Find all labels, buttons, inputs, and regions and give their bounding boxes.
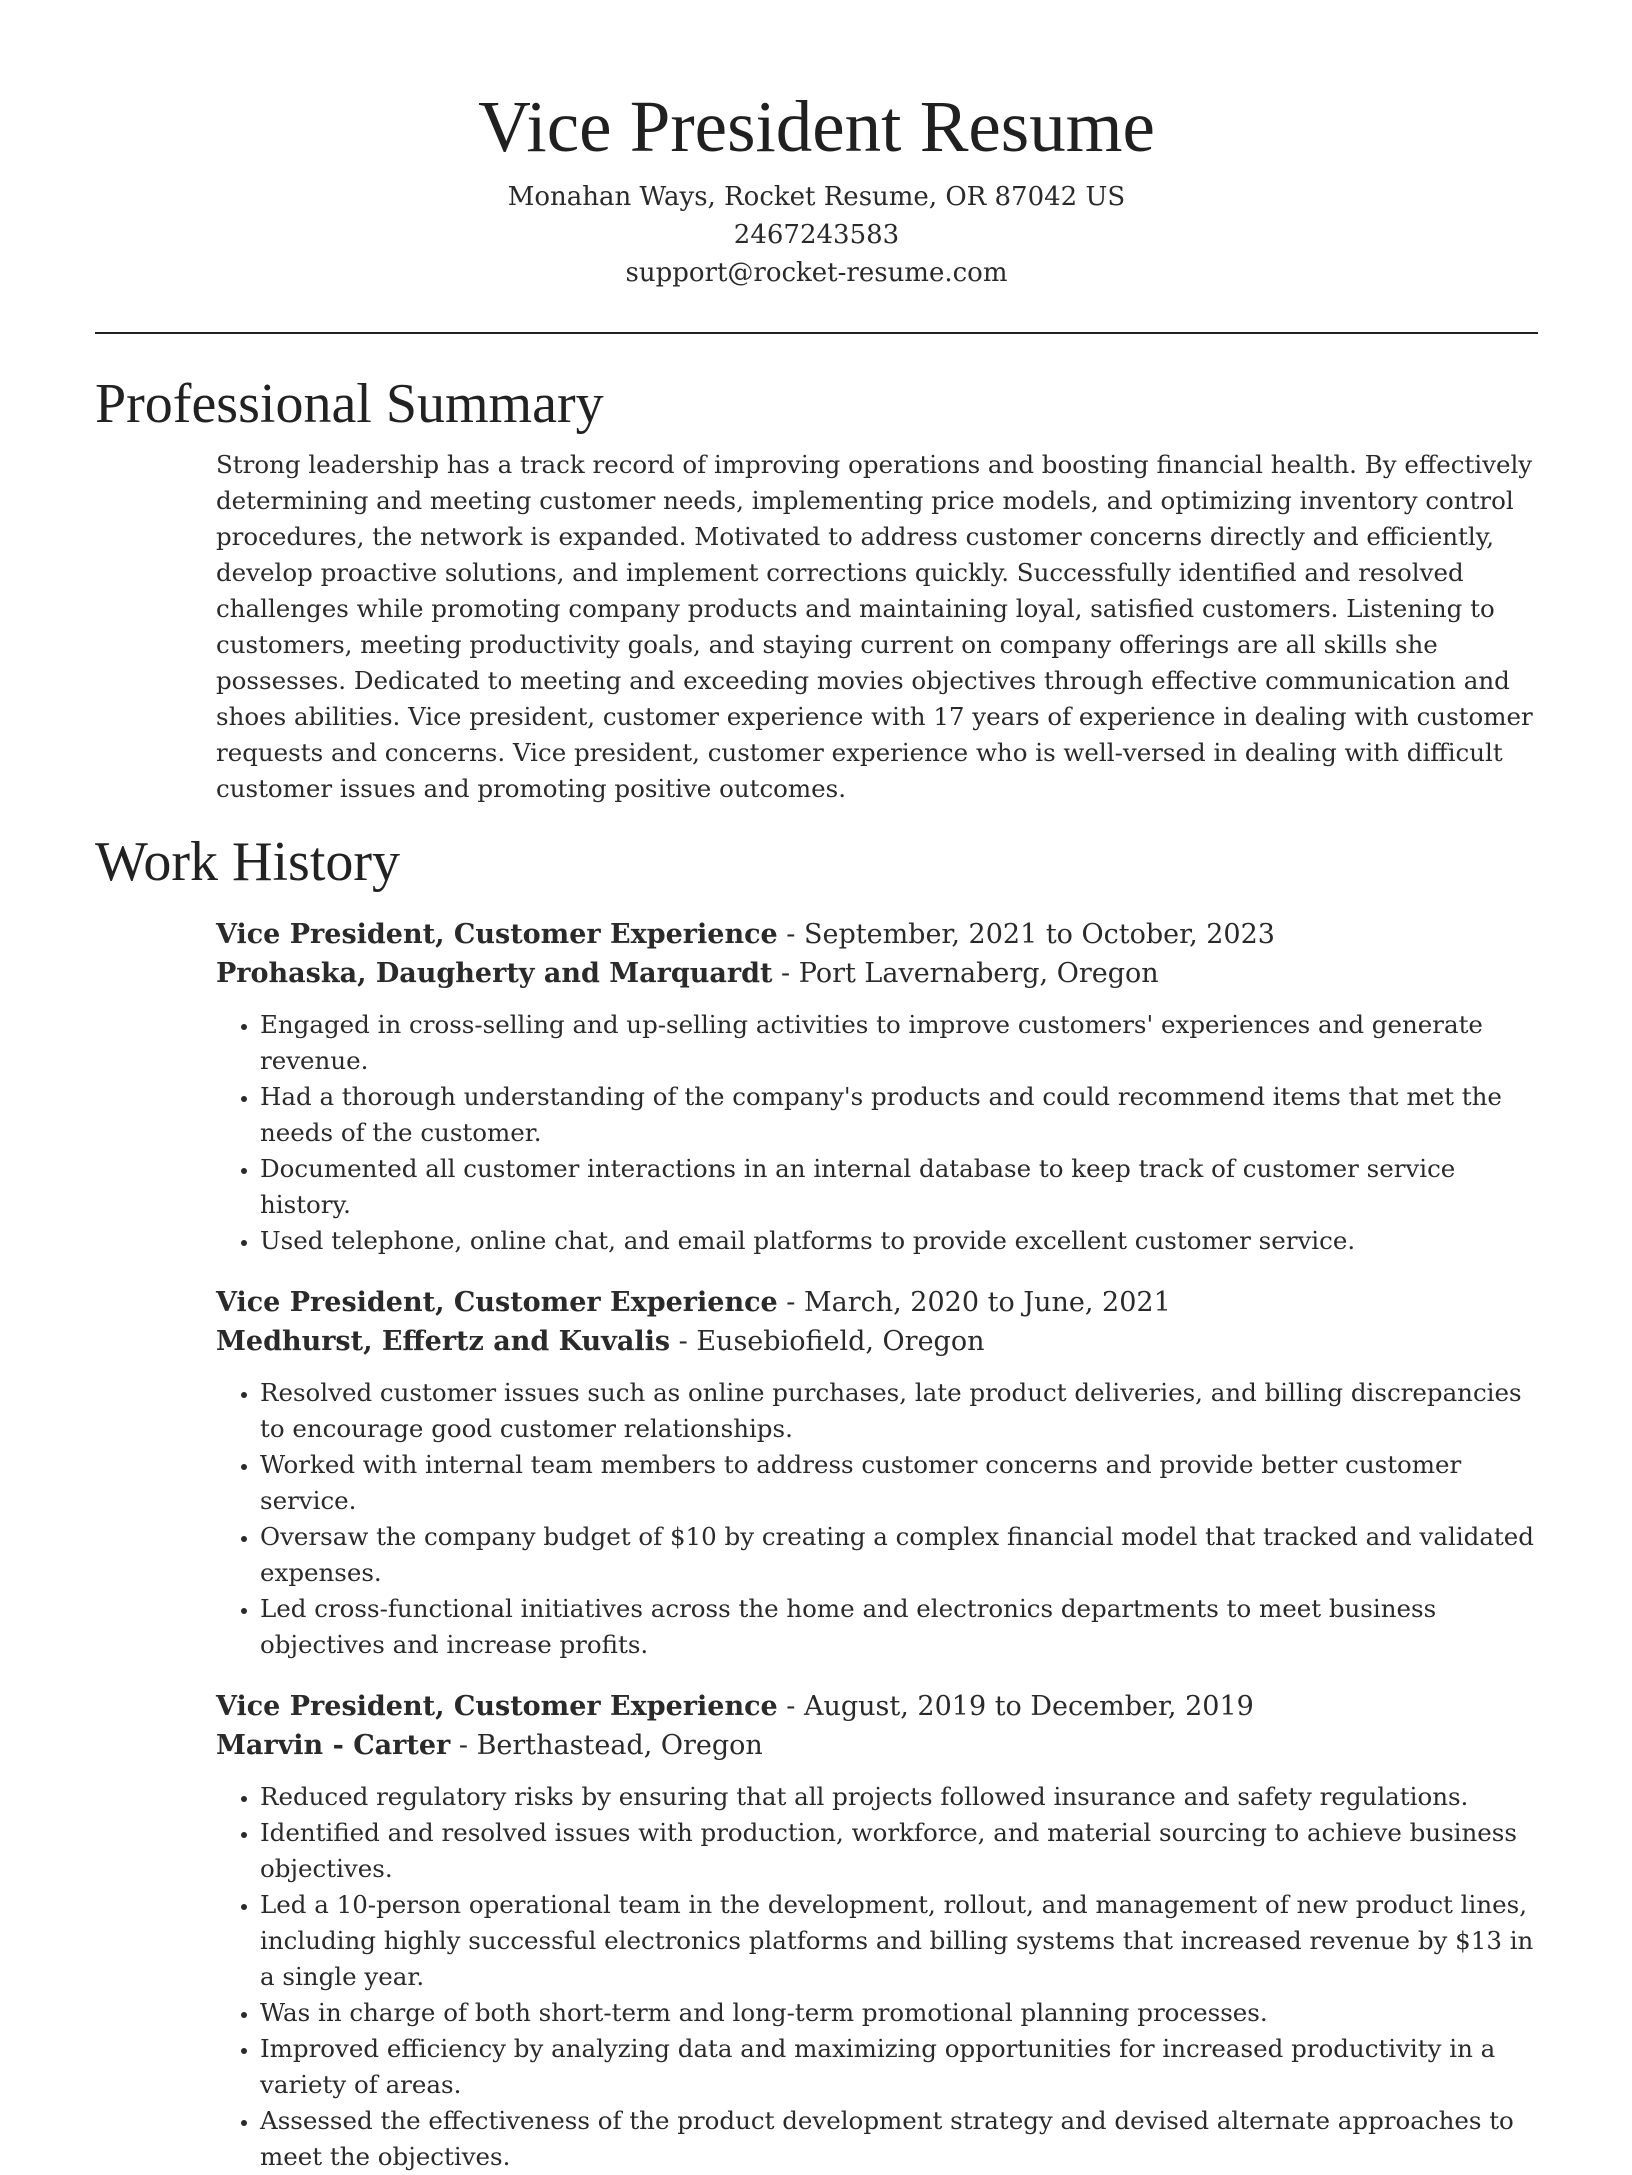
job-company-line (216, 954, 1538, 993)
job-entry (216, 915, 1538, 1259)
job-bullet: • Had a thorough understanding of the company's products and could recommend items that met the needs of the customer. (260, 1079, 1538, 1151)
job-bullet: • Was in charge of both short-term and long-term promotional planning processes. (260, 1995, 1538, 2031)
job-location: - Port Lavernaberg, Oregon (772, 958, 1159, 989)
job-title-line (216, 1283, 1538, 1322)
job-bullet: • Resolved customer issues such as online purchases, late product deliveries, and billing discrepancies to encourage good customer relationships. (260, 1375, 1538, 1447)
job-entry (216, 1283, 1538, 1663)
job-company: Marvin - Carter (216, 1730, 451, 1761)
job-bullet: • Documented all customer interactions in an internal database to keep track of customer service history. (260, 1151, 1538, 1223)
job-entry (216, 1687, 1538, 2175)
contact-email: support@rocket-resume.com (625, 258, 1008, 288)
job-company: Medhurst, Effertz and Kuvalis (216, 1326, 671, 1357)
job-bullet: • Assessed the effectiveness of the product development strategy and devised alternate approaches to meet the objectives. (260, 2103, 1538, 2175)
job-title: Vice President, Customer Experience (216, 1691, 778, 1722)
job-company-line (216, 1322, 1538, 1361)
job-bullet: • Led a 10-person operational team in the development, rollout, and management of new product lines, including highly successful electronics platforms and billing systems that increased revenue by $13 in a single year. (260, 1887, 1538, 1995)
contact-address: Monahan Ways, Rocket Resume, OR 87042 US (507, 182, 1126, 212)
contact-block (95, 178, 1538, 292)
job-bullet: • Led cross-functional initiatives across the home and electronics departments to meet business objectives and increase profits. (260, 1591, 1538, 1663)
job-bullet: • Improved efficiency by analyzing data and maximizing opportunities for increased productivity in a variety of areas. (260, 2031, 1538, 2103)
job-bullet: • Identified and resolved issues with production, workforce, and material sourcing to achieve business objectives. (260, 1815, 1538, 1887)
contact-phone: 2467243583 (733, 220, 900, 250)
job-title-line (216, 1687, 1538, 1726)
job-title-line (216, 915, 1538, 954)
header-divider (95, 332, 1538, 334)
job-dates: - August, 2019 to December, 2019 (777, 1691, 1254, 1722)
resume-page (95, 0, 1538, 2175)
job-bullet: • Oversaw the company budget of $10 by creating a complex financial model that tracked and validated expenses. (260, 1519, 1538, 1591)
job-bullets (216, 1007, 1538, 1259)
job-title: Vice President, Customer Experience (216, 1287, 778, 1318)
resume-title: Vice President Resume (478, 86, 1155, 167)
job-company-line (216, 1726, 1538, 1765)
work-history-heading: Work History (95, 831, 401, 893)
summary-text: Strong leadership has a track record of improving operations and boosting financial health. By effectively determining and meeting customer needs, implementing price models, and optimizing inventory control procedures, the network is expanded. Motivated to address customer concerns directly and efficiently, develop proactive solutions, and implement corrections quickly. Successfully identified and resolved challenges while promoting company products and maintaining loyal, satisfied customers. Listening to customers, meeting productivity goals, and staying current on company offerings are all skills she possesses. Dedicated to meeting and exceeding movies objectives through effective communication and shoes abilities. Vice president, customer experience with 17 years of experience in dealing with customer requests and concerns. Vice president, customer experience who is well-versed in dealing with difficult customer issues and promoting positive outcomes. (216, 450, 1533, 803)
job-title: Vice President, Customer Experience (216, 919, 778, 950)
job-bullet: • Engaged in cross-selling and up-selling activities to improve customers' experiences and generate revenue. (260, 1007, 1538, 1079)
job-location: - Eusebiofield, Oregon (670, 1326, 985, 1357)
job-company: Prohaska, Daugherty and Marquardt (216, 958, 773, 989)
job-bullet: • Used telephone, online chat, and email platforms to provide excellent customer service. (260, 1223, 1538, 1259)
job-bullet: • Reduced regulatory risks by ensuring that all projects followed insurance and safety regulations. (260, 1779, 1538, 1815)
job-bullets (216, 1375, 1538, 1663)
job-dates: - March, 2020 to June, 2021 (777, 1287, 1171, 1318)
resume-header (95, 0, 1538, 292)
job-bullet: • Worked with internal team members to address customer concerns and provide better customer service. (260, 1447, 1538, 1519)
job-dates: - September, 2021 to October, 2023 (777, 919, 1275, 950)
summary-heading: Professional Summary (95, 373, 604, 435)
job-location: - Berthastead, Oregon (450, 1730, 763, 1761)
job-bullets (216, 1779, 1538, 2175)
